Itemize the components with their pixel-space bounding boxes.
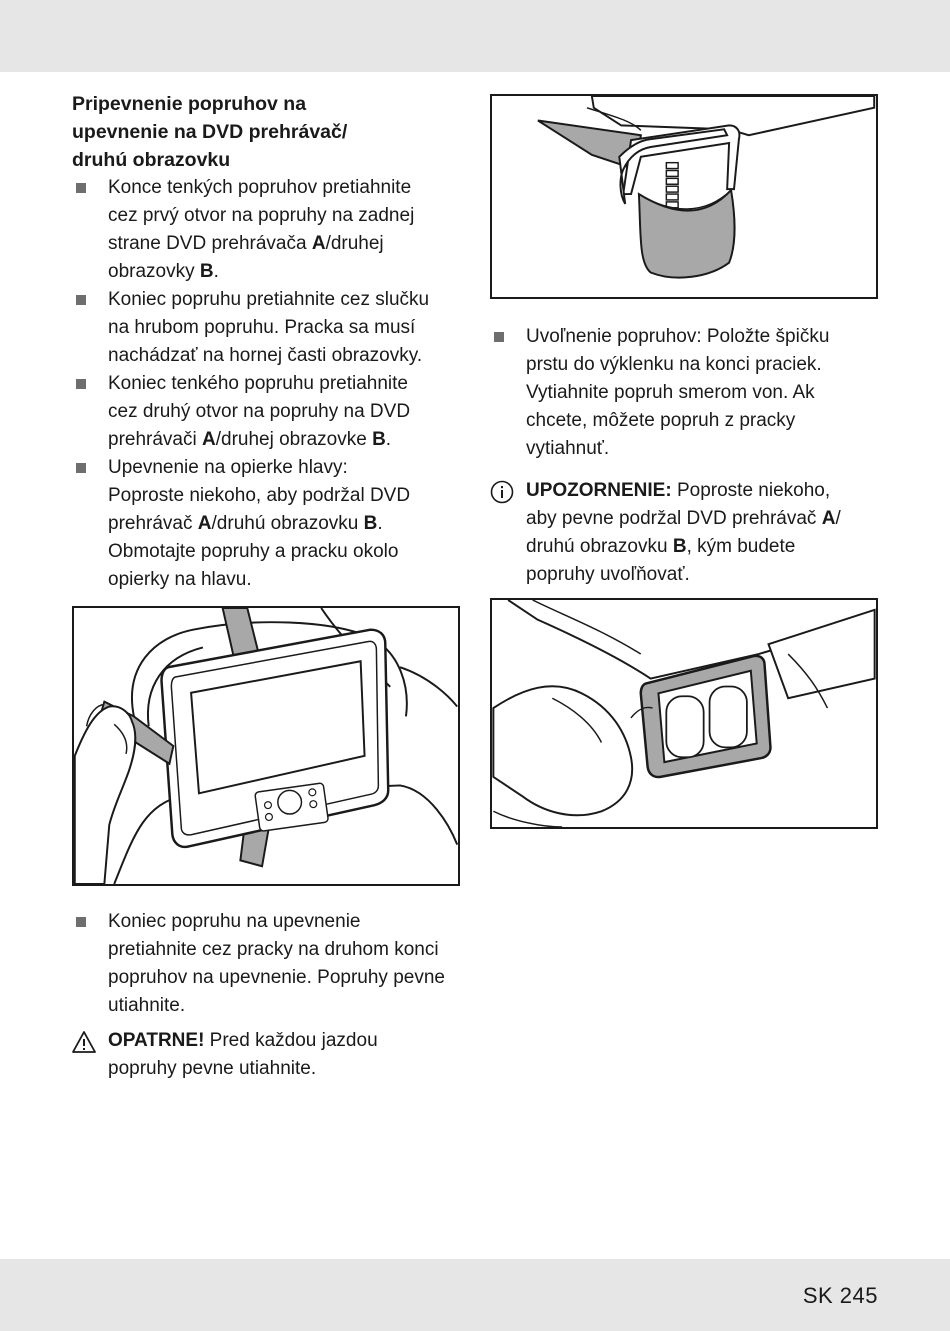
text-run: . xyxy=(385,429,392,450)
text-line xyxy=(108,1055,464,1083)
text-run: /druhej obrazovke xyxy=(215,429,373,450)
text-line xyxy=(108,398,464,426)
text-run: prehrávači xyxy=(108,429,202,450)
text-run: cez prvý otvor na popruhy na zadnej xyxy=(108,205,415,226)
text-run: strane DVD prehrávača xyxy=(108,233,312,254)
bullet-square-icon xyxy=(76,183,86,193)
bullet-square-icon xyxy=(76,463,86,473)
caution-note xyxy=(72,1027,464,1083)
bold-text: B xyxy=(372,429,386,450)
text-line xyxy=(526,435,878,463)
info-text xyxy=(526,477,878,589)
info-circle-icon xyxy=(490,480,514,504)
text-line xyxy=(108,538,464,566)
page-number: SK 245 xyxy=(802,1283,878,1308)
text-run: popruhy pevne utiahnite. xyxy=(108,1058,317,1079)
text-run: vytiahnuť. xyxy=(526,438,610,459)
text-run: . xyxy=(213,261,219,282)
bold-text: B xyxy=(363,513,378,534)
figure-buckle-closeup xyxy=(490,94,878,299)
text-run: Poproste niekoho, aby podržal DVD xyxy=(108,485,411,506)
list-item xyxy=(72,454,464,594)
section-heading xyxy=(72,90,464,174)
text-line xyxy=(526,561,878,589)
text-run: aby pevne podržal DVD prehrávač xyxy=(526,508,822,529)
list-item xyxy=(72,174,464,286)
text-line xyxy=(108,202,464,230)
text-line xyxy=(108,510,464,538)
bold-text: B xyxy=(199,261,214,282)
text-run: prstu do výklenku na konci praciek. xyxy=(526,354,822,375)
text-line xyxy=(526,477,878,505)
right-column xyxy=(490,94,878,829)
text-line xyxy=(108,230,464,258)
info-note xyxy=(490,477,878,589)
text-run: Koniec tenkého popruhu pretiahnite xyxy=(108,373,409,394)
left-column xyxy=(72,90,464,1083)
text-run: Koniec popruhu pretiahnite cez slučku xyxy=(108,289,430,310)
text-line xyxy=(108,286,464,314)
buckle-release-illustration xyxy=(492,600,876,827)
header-band xyxy=(0,0,950,72)
text-line xyxy=(108,314,464,342)
text-run: /druhú obrazovku xyxy=(211,513,364,534)
text-run: Pred každou jazdou xyxy=(204,1030,378,1051)
caution-text xyxy=(108,1027,464,1083)
text-run: Koniec popruhu na upevnenie xyxy=(108,911,361,932)
text-run: obrazovky xyxy=(108,261,200,282)
instruction-list xyxy=(72,174,464,594)
heading-line: Pripevnenie popruhov na xyxy=(72,93,307,115)
text-line xyxy=(108,964,464,992)
list-item xyxy=(490,323,878,463)
figure-buckle-release xyxy=(490,598,878,829)
text-run: pretiahnite cez pracky na druhom konci xyxy=(108,939,439,960)
text-run: popruhov na upevnenie. Popruhy pevne xyxy=(108,967,445,988)
instruction-list-2 xyxy=(72,908,464,1020)
bold-text: A xyxy=(197,513,212,534)
buckle-illustration xyxy=(492,96,876,297)
bold-text: UPOZORNENIE: xyxy=(526,480,672,501)
text-run: Obmotajte popruhy a pracku okolo xyxy=(108,541,399,562)
text-line xyxy=(526,379,878,407)
text-run: /druhej xyxy=(325,233,384,254)
warning-triangle-icon xyxy=(72,1030,96,1054)
text-run: , kým budete xyxy=(686,536,796,557)
text-line xyxy=(108,482,464,510)
bold-text: A xyxy=(202,429,216,450)
text-line xyxy=(108,370,464,398)
bullet-square-icon xyxy=(76,295,86,305)
text-line xyxy=(108,1027,464,1055)
list-item xyxy=(72,370,464,454)
bold-text: OPATRNE! xyxy=(108,1030,205,1051)
release-instruction-list xyxy=(490,323,878,463)
text-run: Konce tenkých popruhov pretiahnite xyxy=(108,177,412,198)
text-line xyxy=(108,908,464,936)
text-line xyxy=(526,533,878,561)
text-line xyxy=(108,566,464,594)
text-run: / xyxy=(835,508,841,529)
heading-line: druhú obrazovku xyxy=(72,149,231,171)
text-run: popruhy uvoľňovať. xyxy=(526,564,690,585)
text-run: cez druhý otvor na popruhy na DVD xyxy=(108,401,411,422)
headrest-dvd-illustration xyxy=(74,608,458,884)
text-run: Poproste niekoho, xyxy=(671,480,831,501)
text-run: utiahnite. xyxy=(108,995,186,1016)
bullet-square-icon xyxy=(494,332,504,342)
text-line xyxy=(108,936,464,964)
text-run: prehrávač xyxy=(108,513,198,534)
list-item xyxy=(72,908,464,1020)
text-line xyxy=(108,258,464,286)
list-item xyxy=(72,286,464,370)
text-line xyxy=(108,174,464,202)
text-line xyxy=(108,342,464,370)
text-line xyxy=(108,454,464,482)
text-line xyxy=(526,323,878,351)
figure-headrest-mount xyxy=(72,606,460,886)
bold-text: A xyxy=(821,508,836,529)
bold-text: B xyxy=(672,536,687,557)
text-line xyxy=(108,426,464,454)
text-line xyxy=(526,351,878,379)
heading-line: upevnenie na DVD prehrávač/ xyxy=(72,121,348,143)
bullet-square-icon xyxy=(76,379,86,389)
text-run: na hrubom popruhu. Pracka sa musí xyxy=(108,317,416,338)
text-line xyxy=(526,505,878,533)
text-run: . xyxy=(377,513,383,534)
text-run: druhú obrazovku xyxy=(526,536,673,557)
text-run: chcete, môžete popruh z pracky xyxy=(526,410,796,431)
bullet-square-icon xyxy=(76,917,86,927)
text-line xyxy=(526,407,878,435)
text-run: Vytiahnite popruh smerom von. Ak xyxy=(526,382,815,403)
text-line xyxy=(108,992,464,1020)
text-run: Uvoľnenie popruhov: Položte špičku xyxy=(526,326,830,347)
bold-text: A xyxy=(311,233,326,254)
text-run: Upevnenie na opierke hlavy: xyxy=(108,457,348,478)
text-run: opierky na hlavu. xyxy=(108,569,252,590)
text-run: nachádzať na hornej časti obrazovky. xyxy=(108,345,423,366)
